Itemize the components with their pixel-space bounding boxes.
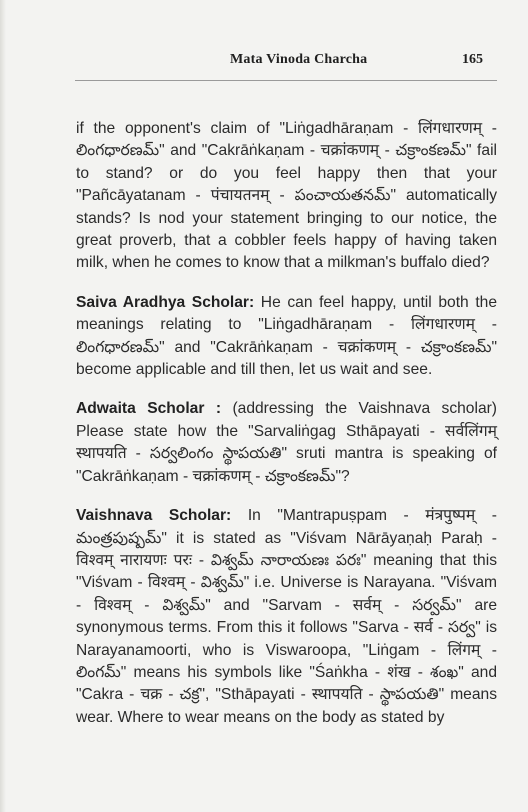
paragraph-continuation: [76, 118, 497, 275]
paragraph-text: He can feel happy, until both the meanings relating to "Liṅgadhāraṇam - लिंगधारणम् - లింగధారణమ్" and "Cakrāṅkaṇam - चक्रांकणम् - చక్రాంకణమ్" become applicable and till then, let us wait and see.: [76, 293, 497, 379]
speaker-label: Adwaita Scholar :: [76, 400, 222, 418]
paragraph-text: (addressing the Vaishnava scholar) Please state how the "Sarvaliṅgag Sthāpayati - सर्वलिंगम् स्थापयति - సర్వలింగం స్థాపయతి" sruti mantra is speaking of "Cakrāṅkaṇam - चक्रांकणम् - చక్రాంకణమ్"?: [76, 400, 497, 485]
speaker-label: Saiva Aradhya Scholar:: [76, 293, 255, 311]
page-body: [76, 118, 497, 746]
paragraph-vaishnava: [76, 505, 497, 729]
page-number: 165: [462, 52, 483, 67]
paragraph-saiva-aradhya: [76, 292, 497, 382]
paragraph-adwaita: [76, 398, 497, 488]
page-header: [0, 52, 528, 74]
page-gutter-shadow: [0, 0, 6, 812]
running-title: Mata Vinoda Charcha: [230, 52, 368, 67]
paragraph-text: if the opponent's claim of "Liṅgadhāraṇam - लिंगधारणम् - లింగధారణమ్" and "Cakrāṅkaṇam - चक्रांकणम् - చక్రాంకణమ్" fail to stand? or do you feel happy then that your "Pañcāyatanam - पंचायतनम् - పంచాయతనమ్" automatically stands? Is nod your statement bringing to our notice, the great proverb, that a cobbler feels happy of having taken milk, when he comes to know that a milkman's buffalo died?: [76, 120, 497, 272]
speaker-label: Vaishnava Scholar:: [76, 507, 232, 525]
header-rule: [75, 80, 497, 81]
paragraph-text: In "Mantrapuṣpam - मंत्रपुष्पम् - మంత్రపుష్పమ్" it is stated as "Viśvam Nārāyaṇaḥ Paraḥ - विश्वम् नारायणः परः - విశ్వమ్ నారాయణః పరః" meaning that this "Viśvam - विश्वम् - విశ్వమ్" i.e. Universe is Narayana. "Viśvam - विश्वम् - విశ్వమ్" and "Sarvam - सर्वम् - సర్వమ్" are synonymous terms. From this it follows "Sarva - सर्व - సర్వ" is Narayanamoorti, who is Viswaroopa, "Liṅgam - लिंगम् - లింగమ్" means his symbols like "Śaṅkha - शंख - శంఖ" and "Cakra - चक्र - చక్ర", "Sthāpayati - स्थापयति - స్థాపయతి" means wear. Where to wear means on the body as stated by: [76, 507, 497, 726]
